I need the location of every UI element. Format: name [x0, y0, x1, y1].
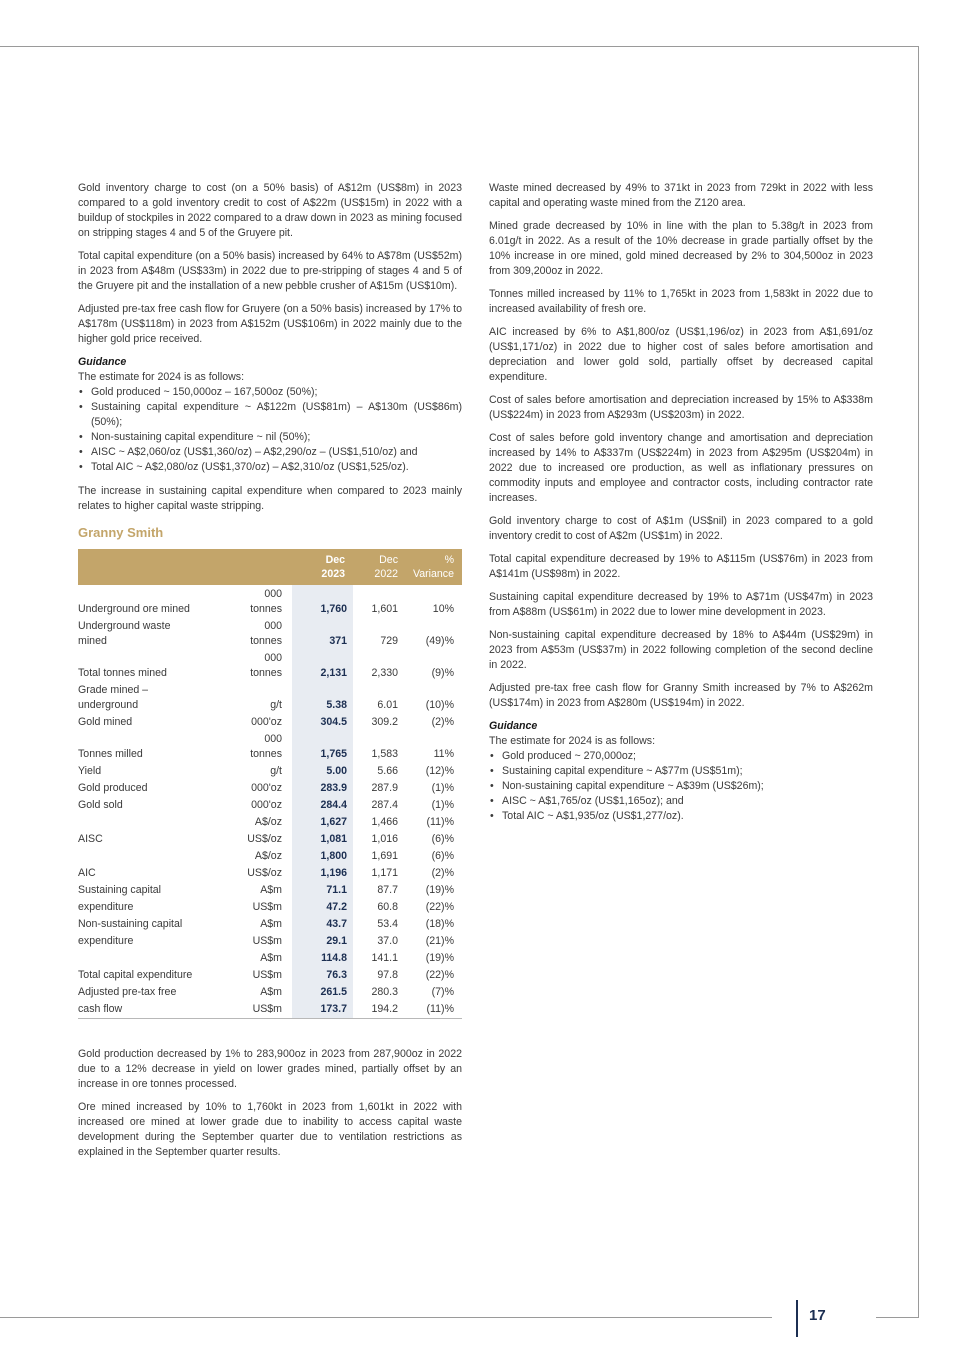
- page-frame-top: [0, 46, 919, 47]
- guidance-item: • Non-sustaining capital expenditure ~ nil (50%);: [78, 430, 462, 445]
- table-row: [78, 585, 462, 617]
- value-dec-2023: 173.7: [292, 1000, 353, 1019]
- value-variance: 10%: [432, 603, 454, 615]
- value-dec-2022: 141.1: [371, 952, 398, 964]
- row-unit: g/t: [270, 765, 282, 777]
- value-dec-2022: 1,691: [371, 850, 398, 862]
- table-row: [78, 713, 462, 730]
- guidance-item: • AISC ~ A$2,060/oz (US$1,360/oz) – A$2,290/oz – (US$1,510/oz) and: [78, 445, 462, 460]
- row-unit: A$m: [260, 884, 282, 896]
- page-frame-bottom-right: [876, 1317, 919, 1318]
- value-dec-2023: 43.7: [292, 915, 353, 932]
- paragraph: Total capital expenditure decreased by 19% to A$115m (US$76m) in 2023 from A$141m (US$98m) in 2022.: [489, 553, 873, 580]
- row-label: [78, 949, 243, 966]
- value-dec-2022: 1,583: [371, 748, 398, 760]
- value-variance: (12)%: [425, 765, 454, 777]
- header-variance: [406, 549, 462, 585]
- value-dec-2023: 1,765: [292, 730, 353, 762]
- row-label: AIC: [78, 867, 96, 879]
- row-unit: 000 tonnes: [250, 588, 282, 615]
- value-variance: (11)%: [426, 816, 454, 828]
- paragraph: Total capital expenditure (on a 50% basis) increased by 64% to A$78m (US$52m) in 2023 from A$48m (US$33m) in 2022 due to pre-stripping of stages 4 and 5 of the Gruyere pit and the installation of a new pebble crusher of A$15m (US$10m).: [78, 250, 462, 292]
- guidance-item: • Sustaining capital expenditure ~ A$77m (US$51m);: [489, 764, 873, 779]
- row-label: [78, 847, 243, 864]
- row-label: Adjusted pre-tax free: [78, 986, 177, 998]
- table-row: [78, 762, 462, 779]
- paragraph: Gold inventory charge to cost (on a 50% basis) of A$12m (US$8m) in 2023 compared to a gold inventory credit to cost of A$22m (US$15m) in 2022 with a buildup of stockpiles in 2022 compared to a draw down in 2023 as mining focused on stripping stages 4 and 5 of the Gruyere pit.: [78, 182, 462, 239]
- row-label: cash flow: [78, 1000, 243, 1019]
- guidance-list: [489, 749, 873, 824]
- value-dec-2023: 76.3: [292, 966, 353, 983]
- value-variance: (49)%: [425, 635, 454, 647]
- row-label: Sustaining capital: [78, 884, 162, 896]
- guidance-heading: Guidance: [78, 356, 127, 368]
- table-row: [78, 983, 462, 1000]
- table-header-row: [78, 549, 462, 585]
- value-dec-2023: 114.8: [292, 949, 353, 966]
- header-text: Variance: [412, 568, 454, 580]
- row-unit: A$m: [260, 986, 282, 998]
- row-label: Tonnes milled: [78, 748, 143, 760]
- row-unit: 000'oz: [251, 782, 282, 794]
- table-row: [78, 915, 462, 932]
- row-label: Non-sustaining capital: [78, 918, 183, 930]
- value-dec-2022: 287.4: [371, 799, 398, 811]
- guidance-item: • Total AIC ~ A$2,080/oz (US$1,370/oz) – A$2,310/oz (US$1,525/oz).: [78, 460, 462, 475]
- value-dec-2023: 1,627: [292, 813, 353, 830]
- value-dec-2023: 1,800: [292, 847, 353, 864]
- table-row: [78, 949, 462, 966]
- value-variance: (1)%: [431, 782, 454, 794]
- guidance-item: • AISC ~ A$1,765/oz (US$1,165oz); and: [489, 794, 873, 809]
- paragraph: Adjusted pre-tax free cash flow for Granny Smith increased by 7% to A$262m (US$174m) in 2023 from A$280m (US$194m) in 2022.: [489, 682, 873, 709]
- granny-smith-guidance: [489, 719, 873, 824]
- value-dec-2023: 1,760: [292, 585, 353, 617]
- value-dec-2023: 283.9: [292, 779, 353, 796]
- table-row: [78, 617, 462, 649]
- table-row: [78, 779, 462, 796]
- value-dec-2023: 71.1: [292, 881, 353, 898]
- header-unit-col: [243, 549, 292, 585]
- paragraph: Gold production decreased by 1% to 283,900oz in 2023 from 287,900oz in 2022 due to a 12% decrease in yield on lower grades mined, partially offset by an increase in ore tonnes processed.: [78, 1048, 462, 1090]
- paragraph: Gold inventory charge to cost of A$1m (US$nil) in 2023 compared to a gold inventory credit to cost of A$2m (US$1m) in 2022.: [489, 515, 873, 542]
- guidance-list: [78, 385, 462, 475]
- left-column: [78, 181, 462, 1168]
- granny-smith-table: [78, 549, 462, 1019]
- table-row: [78, 1000, 462, 1019]
- value-dec-2022: 37.0: [377, 935, 398, 947]
- value-dec-2023: 304.5: [292, 713, 353, 730]
- row-unit: A$m: [260, 952, 282, 964]
- row-label: Yield: [78, 765, 102, 777]
- header-text: %: [444, 554, 454, 566]
- header-dec-2022: [353, 549, 406, 585]
- row-label: Underground waste mined: [78, 620, 171, 647]
- header-text: Dec: [325, 554, 345, 566]
- table-row: [78, 730, 462, 762]
- page-frame-right: [918, 46, 919, 1318]
- value-dec-2022: 194.2: [353, 1000, 406, 1019]
- row-unit: 000 tonnes: [250, 652, 282, 679]
- value-dec-2022: 2,330: [371, 667, 398, 679]
- value-variance: (22)%: [425, 901, 454, 913]
- table-row: [78, 813, 462, 830]
- guidance-closing: The increase in sustaining capital expenditure when compared to 2023 mainly relates to higher capital waste stripping.: [78, 485, 462, 512]
- left-paragraphs-top: [78, 181, 462, 347]
- value-dec-2022: 1,601: [371, 603, 398, 615]
- guidance-heading: Guidance: [489, 720, 538, 732]
- guidance-intro: The estimate for 2024 is as follows:: [489, 735, 656, 747]
- row-label: Gold mined: [78, 716, 133, 728]
- row-unit: US$/oz: [247, 867, 282, 879]
- row-label: Total tonnes mined: [78, 667, 167, 679]
- value-variance: (1)%: [431, 799, 454, 811]
- row-unit: US$m: [252, 935, 282, 947]
- row-label: Total capital expenditure: [78, 969, 193, 981]
- value-dec-2022: 729: [380, 635, 398, 647]
- row-unit: 000 tonnes: [250, 620, 282, 647]
- row-unit: US$m: [252, 969, 282, 981]
- table-row: [78, 881, 462, 898]
- paragraph: AIC increased by 6% to A$1,800/oz (US$1,196/oz) in 2023 from A$1,691/oz (US$1,171/oz) in 2022 due to higher cost of sales before amortisation and depreciation and lower gold sold, partially offset by decreased capital expenditure.: [489, 326, 873, 383]
- table-body: [78, 585, 462, 1019]
- value-dec-2022: 1,016: [371, 833, 398, 845]
- paragraph: Non-sustaining capital expenditure decreased by 18% to A$44m (US$29m) in 2023 from A$53m (US$37m) in 2022 following completion of the second decline in 2022.: [489, 629, 873, 671]
- value-dec-2023: 261.5: [292, 983, 353, 1000]
- guidance-item: • Gold produced ~ 270,000oz;: [489, 749, 873, 764]
- value-dec-2023: 5.38: [292, 681, 353, 713]
- row-label: Gold sold: [78, 799, 123, 811]
- value-variance: (19)%: [425, 884, 454, 896]
- row-unit: A$m: [260, 918, 282, 930]
- guidance-intro: The estimate for 2024 is as follows:: [78, 371, 245, 383]
- row-unit: g/t: [270, 699, 282, 711]
- table-row: [78, 966, 462, 983]
- value-variance: (19)%: [425, 952, 454, 964]
- value-variance: (2)%: [431, 867, 454, 879]
- row-unit: A$/oz: [254, 816, 282, 828]
- value-dec-2022: 87.7: [377, 884, 398, 896]
- paragraph: Cost of sales before amortisation and depreciation increased by 15% to A$338m (US$224m) in 2023 from A$293m (US$203m) in 2022.: [489, 394, 873, 421]
- value-dec-2022: 97.8: [377, 969, 398, 981]
- row-label: Grade mined – underground: [78, 684, 149, 711]
- table-row: [78, 898, 462, 915]
- left-paragraphs-bottom: [78, 1047, 462, 1160]
- value-variance: (10)%: [425, 699, 454, 711]
- value-dec-2023: 371: [292, 617, 353, 649]
- value-dec-2023: 284.4: [292, 796, 353, 813]
- value-dec-2023: 1,196: [292, 864, 353, 881]
- value-dec-2022: 1,171: [371, 867, 398, 879]
- header-dec-2023: [292, 549, 353, 585]
- value-dec-2022: 280.3: [371, 986, 398, 998]
- value-variance: (9)%: [431, 667, 454, 679]
- paragraph: Waste mined decreased by 49% to 371kt in 2023 from 729kt in 2022 with less capital and operating waste mined from the Z120 area.: [489, 182, 873, 209]
- value-dec-2022: 60.8: [377, 901, 398, 913]
- table-row: [78, 847, 462, 864]
- value-variance: (2)%: [431, 716, 454, 728]
- row-label: Underground ore mined: [78, 603, 190, 615]
- row-label: AISC: [78, 833, 103, 845]
- table-row: [78, 649, 462, 681]
- paragraph: Sustaining capital expenditure decreased by 19% to A$71m (US$47m) in 2023 from A$88m (US$61m) in 2022 due to lower mine development in 2023.: [489, 591, 873, 618]
- value-dec-2023: 1,081: [292, 830, 353, 847]
- value-variance: (22)%: [425, 969, 454, 981]
- table-row: [78, 864, 462, 881]
- row-label: expenditure: [78, 935, 134, 947]
- row-unit: 000'oz: [251, 716, 282, 728]
- header-text: 2022: [374, 568, 398, 580]
- value-dec-2023: 2,131: [292, 649, 353, 681]
- row-unit: US$m: [243, 1000, 292, 1019]
- table-row: [78, 681, 462, 713]
- row-label: expenditure: [78, 901, 134, 913]
- value-dec-2022: 6.01: [377, 699, 398, 711]
- value-dec-2022: 287.9: [371, 782, 398, 794]
- value-dec-2023: 5.00: [292, 762, 353, 779]
- row-label: Gold produced: [78, 782, 148, 794]
- header-text: Dec: [379, 554, 398, 566]
- value-dec-2022: 309.2: [371, 716, 398, 728]
- paragraph: Mined grade decreased by 10% in line with the plan to 5.38g/t in 2023 from 6.01g/t in 2022. As a result of the 10% decrease in grade partially offset by the 10% increase in ore mined, gold mined decreased by 2% to 304,500oz in 2023 from 309,200oz in 2022.: [489, 220, 873, 277]
- header-text: 2023: [321, 568, 345, 580]
- value-variance: (6)%: [431, 850, 454, 862]
- row-unit: A$/oz: [254, 850, 282, 862]
- gruyere-guidance: [78, 355, 462, 514]
- guidance-item: • Gold produced ~ 150,000oz – 167,500oz (50%);: [78, 385, 462, 400]
- value-variance: (21)%: [425, 935, 454, 947]
- guidance-item: • Total AIC ~ A$1,935/oz (US$1,277/oz).: [489, 809, 873, 824]
- page-number-bar: [796, 1300, 798, 1337]
- guidance-item: • Non-sustaining capital expenditure ~ A$39m (US$26m);: [489, 779, 873, 794]
- value-variance: (11)%: [406, 1000, 462, 1019]
- table-row: [78, 830, 462, 847]
- guidance-item: • Sustaining capital expenditure ~ A$122m (US$81m) – A$130m (US$86m) (50%);: [78, 400, 462, 430]
- table-row: [78, 796, 462, 813]
- row-unit: US$/oz: [247, 833, 282, 845]
- paragraph: Cost of sales before gold inventory change and amortisation and depreciation increased by 14% to A$337m (US$224m) in 2023 from A$295m (US$204m) in 2022 due to increased ore production, as well as inflationary pressures on commodity inputs and employee and contractor costs, including contractor rate increases.: [489, 432, 873, 504]
- table-row: [78, 932, 462, 949]
- section-title-granny-smith: Granny Smith: [78, 525, 164, 540]
- value-variance: 11%: [433, 748, 454, 760]
- paragraph: Adjusted pre-tax free cash flow for Gruyere (on a 50% basis) increased by 17% to A$178m (US$118m) in 2023 from A$152m (US$106m) in 2022 mainly due to the higher gold price received.: [78, 303, 462, 345]
- value-variance: (7)%: [431, 986, 454, 998]
- row-unit: 000 tonnes: [250, 733, 282, 760]
- value-dec-2023: 29.1: [292, 932, 353, 949]
- value-dec-2023: 47.2: [292, 898, 353, 915]
- page-number: 17: [809, 1307, 826, 1324]
- value-variance: (6)%: [431, 833, 454, 845]
- value-dec-2022: 53.4: [377, 918, 398, 930]
- right-column: [489, 181, 873, 833]
- row-unit: 000'oz: [251, 799, 282, 811]
- page-frame-bottom-left: [0, 1317, 772, 1318]
- paragraph: Tonnes milled increased by 11% to 1,765kt in 2023 from 1,583kt in 2022 due to increased availability of fresh ore.: [489, 288, 873, 315]
- row-label: [78, 813, 243, 830]
- value-dec-2022: 1,466: [371, 816, 398, 828]
- row-unit: US$m: [252, 901, 282, 913]
- value-dec-2022: 5.66: [377, 765, 398, 777]
- paragraph: Ore mined increased by 10% to 1,760kt in 2023 from 1,601kt in 2022 with increased ore mined at lower grade due to inability to access capital waste development during the September quarter due to ventilation restrictions as explained in the September quarter results.: [78, 1101, 462, 1158]
- header-label-col: [78, 549, 243, 585]
- value-variance: (18)%: [425, 918, 454, 930]
